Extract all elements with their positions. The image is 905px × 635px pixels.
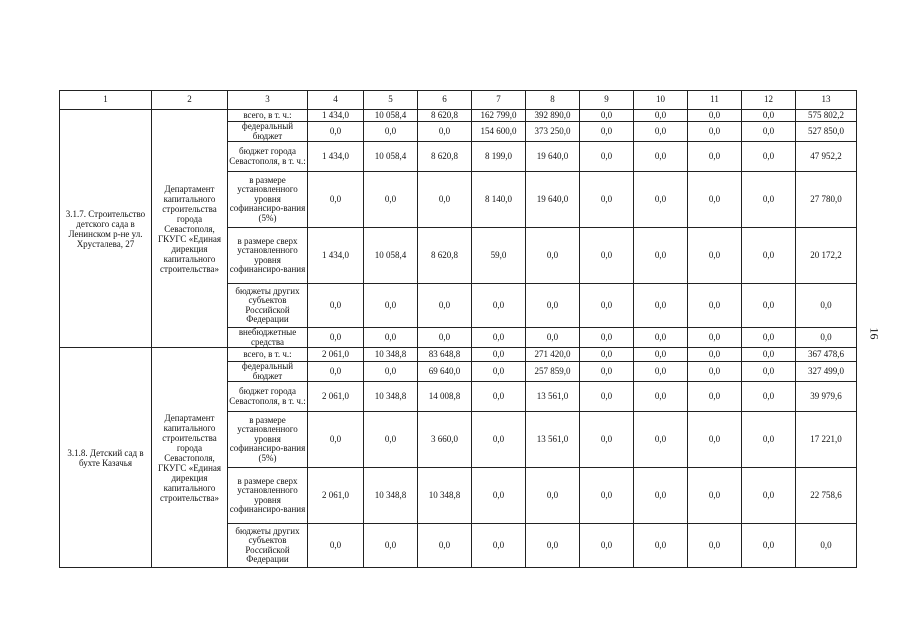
value-cell: 0,0	[526, 328, 580, 348]
value-cell: 0,0	[634, 284, 688, 328]
value-cell: 154 600,0	[472, 122, 526, 142]
value-cell: 0,0	[418, 328, 472, 348]
funding-source-cell: бюджет города Севастополя, в т. ч.:	[228, 142, 308, 172]
value-cell: 0,0	[364, 328, 418, 348]
header-cell: 10	[634, 91, 688, 110]
value-cell: 20 172,2	[796, 228, 857, 284]
value-cell: 0,0	[742, 122, 796, 142]
value-cell: 0,0	[688, 412, 742, 468]
value-cell: 575 802,2	[796, 110, 857, 122]
value-cell: 0,0	[742, 228, 796, 284]
value-cell: 0,0	[308, 412, 364, 468]
value-cell: 0,0	[742, 284, 796, 328]
value-cell: 0,0	[796, 284, 857, 328]
value-cell: 0,0	[688, 110, 742, 122]
value-cell: 0,0	[308, 524, 364, 568]
header-cell: 11	[688, 91, 742, 110]
value-cell: 0,0	[688, 122, 742, 142]
value-cell: 0,0	[634, 412, 688, 468]
value-cell: 0,0	[580, 228, 634, 284]
value-cell: 0,0	[742, 468, 796, 524]
funding-source-cell: в размере установленного уровня софинансиро-вания (5%)	[228, 172, 308, 228]
value-cell: 0,0	[526, 468, 580, 524]
value-cell: 0,0	[472, 328, 526, 348]
value-cell: 0,0	[308, 284, 364, 328]
value-cell: 0,0	[634, 348, 688, 362]
value-cell: 1 434,0	[308, 142, 364, 172]
value-cell: 10 058,4	[364, 228, 418, 284]
value-cell: 0,0	[634, 328, 688, 348]
header-cell: 8	[526, 91, 580, 110]
value-cell: 0,0	[796, 524, 857, 568]
value-cell: 0,0	[688, 142, 742, 172]
value-cell: 271 420,0	[526, 348, 580, 362]
value-cell: 367 478,6	[796, 348, 857, 362]
value-cell: 0,0	[364, 362, 418, 382]
header-cell: 13	[796, 91, 857, 110]
value-cell: 0,0	[526, 524, 580, 568]
value-cell: 0,0	[308, 172, 364, 228]
value-cell: 0,0	[364, 412, 418, 468]
funding-source-cell: всего, в т. ч.:	[228, 110, 308, 122]
value-cell: 0,0	[688, 362, 742, 382]
value-cell: 0,0	[634, 110, 688, 122]
funding-source-cell: всего, в т. ч.:	[228, 348, 308, 362]
value-cell: 0,0	[634, 362, 688, 382]
value-cell: 0,0	[742, 382, 796, 412]
value-cell: 19 640,0	[526, 142, 580, 172]
value-cell: 0,0	[580, 110, 634, 122]
value-cell: 0,0	[634, 382, 688, 412]
value-cell: 83 648,8	[418, 348, 472, 362]
funding-source-cell: в размере установленного уровня софинансиро-вания (5%)	[228, 412, 308, 468]
value-cell: 10 058,4	[364, 142, 418, 172]
value-cell: 0,0	[580, 362, 634, 382]
value-cell: 3 660,0	[418, 412, 472, 468]
value-cell: 0,0	[634, 122, 688, 142]
value-cell: 0,0	[308, 328, 364, 348]
value-cell: 0,0	[742, 362, 796, 382]
value-cell: 27 780,0	[796, 172, 857, 228]
header-cell: 2	[152, 91, 228, 110]
header-cell: 1	[60, 91, 152, 110]
value-cell: 0,0	[580, 172, 634, 228]
value-cell: 0,0	[472, 468, 526, 524]
funding-source-cell: бюджеты других субъектов Российской Федерации	[228, 524, 308, 568]
value-cell: 0,0	[580, 122, 634, 142]
value-cell: 0,0	[742, 524, 796, 568]
value-cell: 0,0	[418, 122, 472, 142]
value-cell: 2 061,0	[308, 468, 364, 524]
value-cell: 0,0	[580, 468, 634, 524]
value-cell: 327 499,0	[796, 362, 857, 382]
page-number: 16	[867, 327, 882, 340]
value-cell: 22 758,6	[796, 468, 857, 524]
value-cell: 0,0	[580, 412, 634, 468]
value-cell: 527 850,0	[796, 122, 857, 142]
value-cell: 47 952,2	[796, 142, 857, 172]
value-cell: 0,0	[364, 172, 418, 228]
value-cell: 0,0	[472, 412, 526, 468]
header-cell: 4	[308, 91, 364, 110]
value-cell: 0,0	[634, 228, 688, 284]
value-cell: 0,0	[418, 284, 472, 328]
header-cell: 7	[472, 91, 526, 110]
header-cell: 5	[364, 91, 418, 110]
activity-name-cell: 3.1.8. Детский сад в бухте Казачья	[60, 348, 152, 568]
value-cell: 0,0	[688, 328, 742, 348]
funding-source-cell: бюджеты других субъектов Российской Федерации	[228, 284, 308, 328]
table-row	[60, 348, 857, 362]
value-cell: 0,0	[308, 122, 364, 142]
value-cell: 0,0	[418, 172, 472, 228]
activity-name-cell: 3.1.7. Строительство детского сада в Ленинском р-не ул. Хрусталева, 27	[60, 110, 152, 348]
value-cell: 0,0	[472, 524, 526, 568]
funding-source-cell: в размере сверх установленного уровня софинансиро-вания	[228, 228, 308, 284]
header-row	[60, 91, 857, 110]
value-cell: 0,0	[526, 228, 580, 284]
value-cell: 162 799,0	[472, 110, 526, 122]
value-cell: 13 561,0	[526, 412, 580, 468]
value-cell: 14 008,8	[418, 382, 472, 412]
funding-source-cell: федеральный бюджет	[228, 122, 308, 142]
value-cell: 10 348,8	[418, 468, 472, 524]
value-cell: 373 250,0	[526, 122, 580, 142]
header-cell: 9	[580, 91, 634, 110]
table-row	[60, 110, 857, 122]
value-cell: 0,0	[742, 348, 796, 362]
value-cell: 10 348,8	[364, 382, 418, 412]
value-cell: 39 979,6	[796, 382, 857, 412]
value-cell: 19 640,0	[526, 172, 580, 228]
value-cell: 8 199,0	[472, 142, 526, 172]
value-cell: 0,0	[472, 348, 526, 362]
value-cell: 10 348,8	[364, 348, 418, 362]
value-cell: 8 620,8	[418, 142, 472, 172]
value-cell: 0,0	[308, 362, 364, 382]
funding-source-cell: внебюджетные средства	[228, 328, 308, 348]
value-cell: 0,0	[742, 142, 796, 172]
header-cell: 6	[418, 91, 472, 110]
funding-source-cell: федеральный бюджет	[228, 362, 308, 382]
value-cell: 10 058,4	[364, 110, 418, 122]
value-cell: 0,0	[688, 468, 742, 524]
value-cell: 0,0	[526, 284, 580, 328]
value-cell: 0,0	[796, 328, 857, 348]
value-cell: 0,0	[742, 172, 796, 228]
value-cell: 8 620,8	[418, 110, 472, 122]
value-cell: 0,0	[634, 468, 688, 524]
value-cell: 0,0	[580, 328, 634, 348]
value-cell: 0,0	[364, 524, 418, 568]
funding-source-cell: бюджет города Севастополя, в т. ч.:	[228, 382, 308, 412]
value-cell: 8 140,0	[472, 172, 526, 228]
header-cell: 3	[228, 91, 308, 110]
value-cell: 0,0	[688, 382, 742, 412]
value-cell: 0,0	[364, 122, 418, 142]
value-cell: 0,0	[418, 524, 472, 568]
value-cell: 13 561,0	[526, 382, 580, 412]
value-cell: 17 221,0	[796, 412, 857, 468]
value-cell: 2 061,0	[308, 382, 364, 412]
value-cell: 0,0	[688, 228, 742, 284]
value-cell: 1 434,0	[308, 110, 364, 122]
value-cell: 0,0	[472, 362, 526, 382]
value-cell: 0,0	[742, 328, 796, 348]
funding-source-cell: в размере сверх установленного уровня софинансиро-вания	[228, 468, 308, 524]
value-cell: 0,0	[634, 172, 688, 228]
value-cell: 0,0	[634, 524, 688, 568]
executor-cell: Департамент капитального строительства города Севастополя, ГКУГС «Единая дирекция капитального строительства»	[152, 110, 228, 348]
budget-table	[59, 90, 857, 568]
value-cell: 59,0	[472, 228, 526, 284]
executor-cell: Департамент капитального строительства города Севастополя, ГКУГС «Единая дирекция капитального строительства»	[152, 348, 228, 568]
value-cell: 0,0	[688, 284, 742, 328]
value-cell: 0,0	[472, 382, 526, 412]
value-cell: 0,0	[742, 110, 796, 122]
value-cell: 0,0	[580, 382, 634, 412]
value-cell: 0,0	[580, 524, 634, 568]
value-cell: 0,0	[742, 412, 796, 468]
value-cell: 0,0	[472, 284, 526, 328]
value-cell: 69 640,0	[418, 362, 472, 382]
value-cell: 0,0	[688, 524, 742, 568]
value-cell: 2 061,0	[308, 348, 364, 362]
header-cell: 12	[742, 91, 796, 110]
value-cell: 10 348,8	[364, 468, 418, 524]
value-cell: 1 434,0	[308, 228, 364, 284]
value-cell: 8 620,8	[418, 228, 472, 284]
value-cell: 257 859,0	[526, 362, 580, 382]
value-cell: 0,0	[580, 284, 634, 328]
value-cell: 0,0	[580, 348, 634, 362]
value-cell: 0,0	[580, 142, 634, 172]
value-cell: 0,0	[364, 284, 418, 328]
value-cell: 0,0	[688, 348, 742, 362]
value-cell: 0,0	[634, 142, 688, 172]
value-cell: 0,0	[688, 172, 742, 228]
value-cell: 392 890,0	[526, 110, 580, 122]
